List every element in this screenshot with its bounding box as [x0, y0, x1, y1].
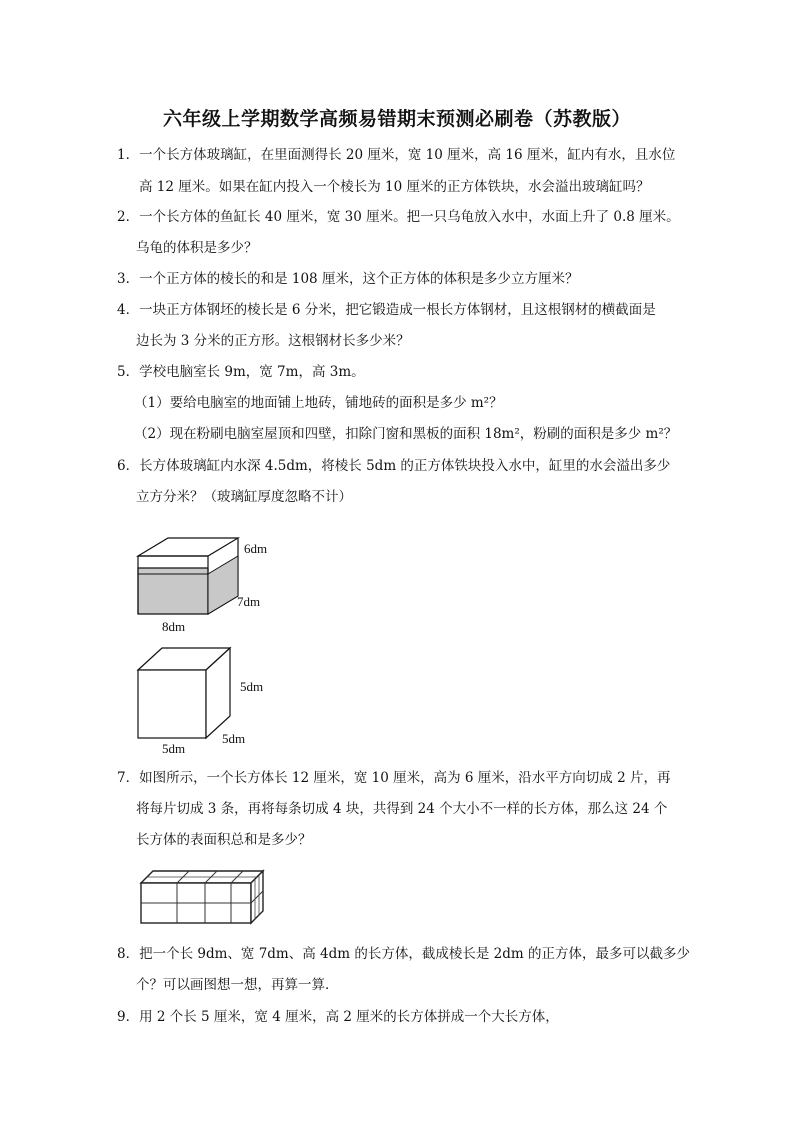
cube-length-label: 5dm: [162, 741, 186, 756]
question-2-line-1: 2．一个长方体的鱼缸长 40 厘米，宽 30 厘米。把一只乌龟放入水中，水面上升了 0.8 厘米。: [117, 209, 680, 225]
question-5-sub-1: （1）要给电脑室的地面铺上地砖，铺地砖的面积是多少 m²？: [134, 395, 503, 411]
question-3-line-1: 3．一个正方体的棱长的和是 108 厘米，这个正方体的体积是多少立方厘米？: [117, 271, 579, 287]
question-8-line-2: 个？可以画图想一想，再算一算．: [136, 977, 339, 993]
tank-length-label: 8dm: [162, 619, 186, 634]
question-1-line-2: 高 12 厘米。如果在缸内投入一个棱长为 10 厘米的正方体铁块，水会溢出玻璃缸吗？: [139, 179, 650, 195]
question-6-line-2: 立方分米？（玻璃缸厚度忽略不计）: [136, 489, 352, 505]
question-9-line-1: 9．用 2 个长 5 厘米，宽 4 厘米，高 2 厘米的长方体拼成一个大长方体，: [117, 1009, 559, 1025]
tank-height-label: 6dm: [244, 541, 268, 556]
cube-height-label: 5dm: [240, 679, 264, 694]
question-7-line-1: 7．如图所示，一个长方体长 12 厘米，宽 10 厘米，高为 6 厘米，沿水平方向切成 2 片，再: [117, 770, 671, 786]
page-title: 六年级上学期数学高频易错期末预测必刷卷（苏教版）: [162, 108, 631, 130]
tank-figure: [130, 510, 290, 635]
question-5-sub-2: （2）现在粉刷电脑室屋顶和四壁，扣除门窗和黑板的面积 18m²，粉刷的面积是多少 m²？: [134, 426, 678, 442]
tank-width-label: 7dm: [237, 594, 261, 609]
question-6-line-1: 6．长方体玻璃缸内水深 4.5dm，将棱长 5dm 的正方体铁块投入水中，缸里的水会溢出多少: [117, 458, 671, 474]
cube-width-label: 5dm: [222, 731, 246, 746]
question-1-line-1: 1．一个长方体玻璃缸，在里面测得长 20 厘米，宽 10 厘米，高 16 厘米，缸内有水，且水位: [117, 147, 676, 163]
question-2-line-2: 乌龟的体积是多少？: [136, 240, 258, 256]
question-7-line-3: 长方体的表面积总和是多少？: [136, 832, 312, 848]
cut-cuboid-figure: [135, 865, 270, 927]
question-7-line-2: 将每片切成 3 条，再将每条切成 4 块，共得到 24 个大小不一样的长方体，那么这 24 个: [136, 801, 668, 817]
question-4-line-2: 边长为 3 分米的正方形。这根钢材长多少米？: [136, 333, 410, 349]
question-8-line-1: 8．把一个长 9dm、宽 7dm、高 4dm 的长方体，截成棱长是 2dm 的正方体，最多可以截多少: [117, 946, 690, 962]
question-5-line-1: 5．学校电脑室长 9m，宽 7m，高 3m。: [117, 364, 365, 380]
question-4-line-1: 4．一块正方体钢坯的棱长是 6 分米，把它锻造成一根长方体钢材，且这根钢材的横截面是: [117, 302, 656, 318]
